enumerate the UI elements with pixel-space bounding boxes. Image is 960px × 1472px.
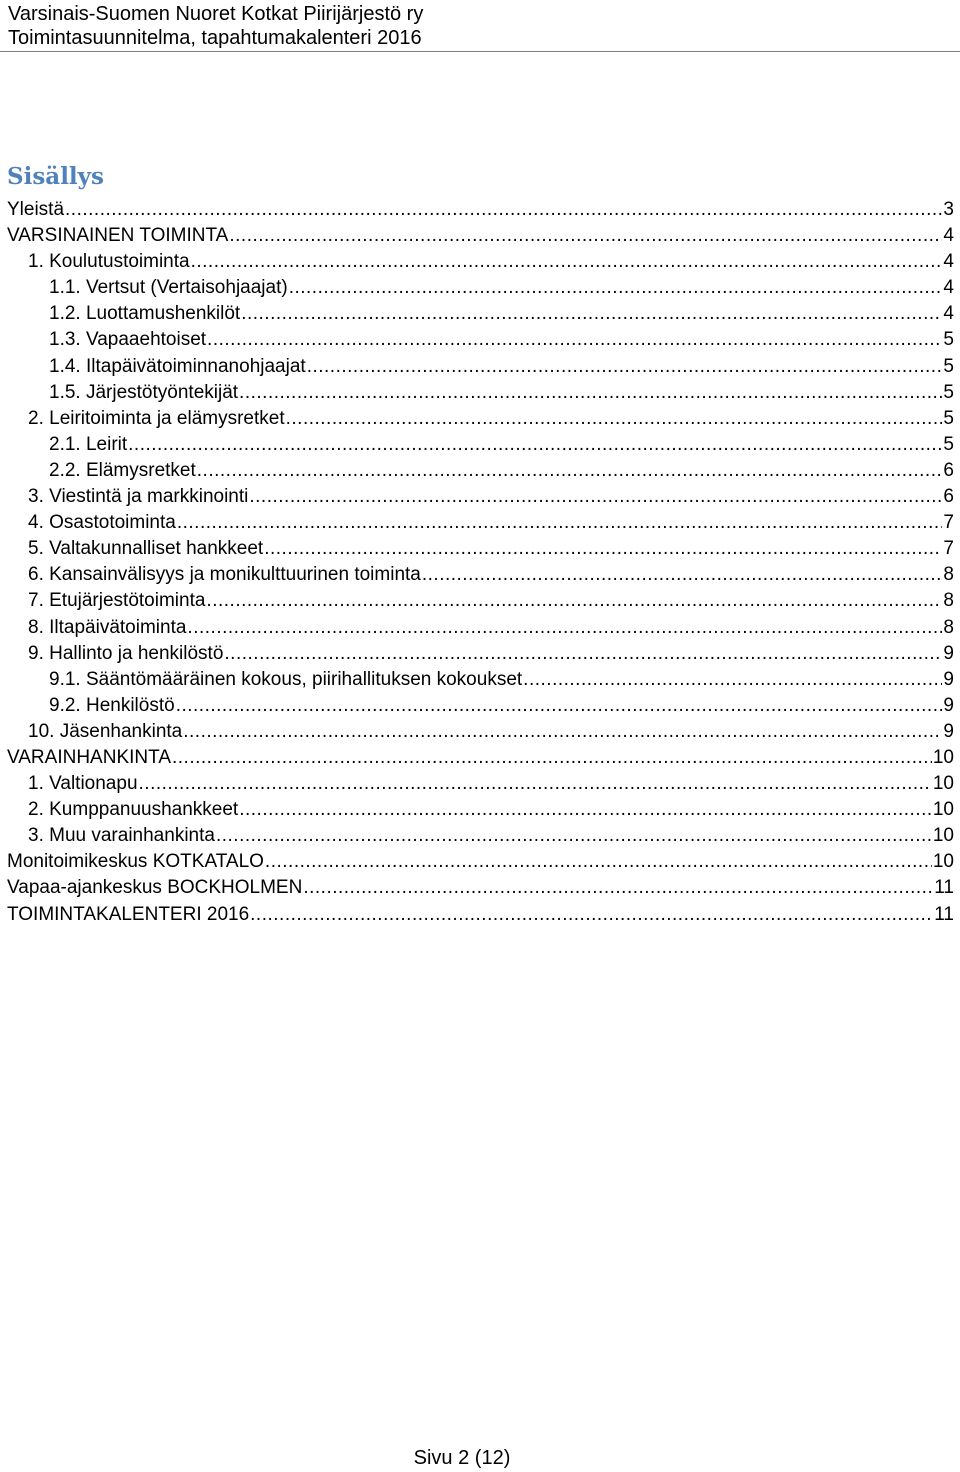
toc-entry-label: 1. Koulutustoiminta bbox=[28, 251, 190, 273]
toc-entry-page-number: 4 bbox=[943, 251, 954, 273]
toc-entry-label: 2. Kumppanuushankkeet bbox=[28, 799, 239, 821]
toc-dot-leader bbox=[264, 536, 942, 562]
toc-dot-leader bbox=[250, 902, 933, 928]
toc-dot-leader bbox=[289, 275, 943, 301]
toc-dot-leader bbox=[139, 771, 932, 797]
toc-entry[interactable] bbox=[7, 536, 954, 562]
toc-entry-label: 9.2. Henkilöstö bbox=[49, 694, 175, 716]
toc-dot-leader bbox=[523, 667, 942, 693]
toc-entry[interactable] bbox=[7, 849, 954, 875]
toc-entry-page-number: 8 bbox=[943, 590, 954, 612]
toc-entry[interactable] bbox=[7, 354, 954, 380]
toc-entry[interactable] bbox=[7, 562, 954, 588]
toc-entry-label: Vapaa-ajankeskus BOCKHOLMEN bbox=[7, 877, 303, 899]
toc-entry-label: 7. Etujärjestötoiminta bbox=[28, 590, 206, 612]
toc-entry[interactable] bbox=[7, 223, 954, 249]
toc-entry-label: 4. Osastotoiminta bbox=[28, 512, 176, 534]
toc-entry[interactable] bbox=[7, 484, 954, 510]
toc-entry[interactable] bbox=[7, 719, 954, 745]
toc-entry-label: 2.1. Leirit bbox=[49, 433, 128, 455]
toc-entry-page-number: 8 bbox=[943, 564, 954, 586]
toc-entry[interactable] bbox=[7, 693, 954, 719]
toc-entry[interactable] bbox=[7, 823, 954, 849]
toc-entry[interactable] bbox=[7, 771, 954, 797]
toc-entry-label: 9. Hallinto ja henkilöstö bbox=[28, 642, 224, 664]
toc-entry-page-number: 5 bbox=[943, 355, 954, 377]
toc-entry-page-number: 7 bbox=[943, 512, 954, 534]
toc-entry-page-number: 9 bbox=[943, 642, 954, 664]
page-header bbox=[8, 2, 958, 50]
toc-entry-page-number: 3 bbox=[943, 199, 954, 220]
toc-entry[interactable] bbox=[7, 249, 954, 275]
toc-entry-page-number: 9 bbox=[943, 720, 954, 742]
toc-entry-label: 1. Valtionapu bbox=[28, 773, 138, 795]
toc-entry-page-number: 10 bbox=[932, 773, 954, 795]
header-organization: Varsinais-Suomen Nuoret Kotkat Piirijärjestö ry bbox=[8, 3, 424, 25]
toc-entry-page-number: 10 bbox=[932, 851, 954, 873]
toc-entry-page-number: 10 bbox=[932, 746, 954, 768]
toc-entry[interactable] bbox=[7, 327, 954, 353]
toc-entry-label: 6. Kansainvälisyys ja monikulttuurinen toiminta bbox=[28, 564, 421, 586]
toc-entry-label: 2. Leiritoiminta ja elämysretket bbox=[28, 407, 285, 429]
toc-dot-leader bbox=[191, 249, 943, 275]
toc-dot-leader bbox=[187, 615, 942, 641]
toc-entry-page-number: 11 bbox=[934, 903, 954, 925]
toc-entry[interactable] bbox=[7, 406, 954, 432]
toc-entry-label: TOIMINTAKALENTERI 2016 bbox=[7, 903, 250, 925]
toc-dot-leader bbox=[241, 301, 942, 327]
toc-entry-page-number: 9 bbox=[943, 668, 954, 690]
toc-dot-leader bbox=[239, 797, 932, 823]
toc-dot-leader bbox=[177, 510, 943, 536]
toc-dot-leader bbox=[216, 823, 932, 849]
toc-entry-label: 8. Iltapäivätoiminta bbox=[28, 616, 187, 638]
toc-entry[interactable] bbox=[7, 902, 954, 928]
toc-dot-leader bbox=[307, 354, 943, 380]
toc-entry[interactable] bbox=[7, 745, 954, 771]
toc-entry-page-number: 5 bbox=[943, 433, 954, 455]
toc-dot-leader bbox=[128, 432, 942, 458]
toc-entry-page-number: 4 bbox=[943, 277, 954, 299]
toc-dot-leader bbox=[224, 641, 942, 667]
toc-entry[interactable] bbox=[7, 380, 954, 406]
toc-entry-label: 3. Viestintä ja markkinointi bbox=[28, 486, 249, 508]
toc-dot-leader bbox=[207, 327, 942, 353]
toc-dot-leader bbox=[197, 458, 943, 484]
toc-dot-leader bbox=[249, 484, 942, 510]
toc-entry-label: 9.1. Sääntömääräinen kokous, piirihallituksen kokoukset bbox=[49, 668, 523, 690]
toc-entry-label: 5. Valtakunnalliset hankkeet bbox=[28, 538, 264, 560]
toc-entry-label: VARSINAINEN TOIMINTA bbox=[7, 225, 229, 247]
toc-entry-page-number: 4 bbox=[943, 303, 954, 325]
toc-entry[interactable] bbox=[7, 875, 954, 901]
toc-entry[interactable] bbox=[7, 301, 954, 327]
toc-entry-label: VARAINHANKINTA bbox=[7, 746, 171, 768]
toc-dot-leader bbox=[303, 875, 933, 901]
toc-entry[interactable] bbox=[7, 275, 954, 301]
table-of-contents bbox=[7, 197, 954, 928]
toc-entry-page-number: 10 bbox=[932, 799, 954, 821]
toc-entry-label: 1.2. Luottamushenkilöt bbox=[49, 303, 241, 325]
toc-entry-label: Monitoimikeskus KOTKATALO bbox=[7, 851, 264, 873]
toc-dot-leader bbox=[286, 406, 943, 432]
toc-entry-page-number: 11 bbox=[934, 877, 954, 899]
toc-dot-leader bbox=[229, 223, 942, 249]
toc-entry-label: 1.1. Vertsut (Vertaisohjaajat) bbox=[49, 277, 288, 299]
toc-entry-page-number: 7 bbox=[943, 538, 954, 560]
toc-entry-page-number: 4 bbox=[943, 225, 954, 247]
toc-dot-leader bbox=[183, 719, 942, 745]
toc-entry[interactable] bbox=[7, 197, 954, 223]
toc-dot-leader bbox=[65, 197, 942, 223]
toc-entry[interactable] bbox=[7, 615, 954, 641]
toc-dot-leader bbox=[206, 588, 942, 614]
toc-entry-label: 3. Muu varainhankinta bbox=[28, 825, 215, 847]
toc-entry[interactable] bbox=[7, 667, 954, 693]
toc-entry-page-number: 5 bbox=[943, 329, 954, 351]
toc-entry-label: 10. Jäsenhankinta bbox=[28, 720, 183, 742]
toc-entry-label: Yleistä bbox=[7, 199, 65, 220]
toc-dot-leader bbox=[265, 849, 932, 875]
toc-entry-page-number: 9 bbox=[943, 694, 954, 716]
toc-dot-leader bbox=[422, 562, 943, 588]
toc-entry[interactable] bbox=[7, 641, 954, 667]
toc-entry[interactable] bbox=[7, 588, 954, 614]
toc-entry[interactable] bbox=[7, 432, 954, 458]
header-document-title: Toimintasuunnitelma, tapahtumakalenteri 2016 bbox=[8, 27, 422, 49]
toc-dot-leader bbox=[176, 693, 943, 719]
toc-entry[interactable] bbox=[7, 797, 954, 823]
toc-entry-page-number: 10 bbox=[932, 825, 954, 847]
toc-dot-leader bbox=[239, 380, 942, 406]
toc-entry-page-number: 5 bbox=[943, 407, 954, 429]
toc-entry-label: 1.4. Iltapäivätoiminnanohjaajat bbox=[49, 355, 306, 377]
toc-entry-page-number: 6 bbox=[943, 486, 954, 508]
toc-dot-leader bbox=[172, 745, 932, 771]
toc-entry[interactable] bbox=[7, 510, 954, 536]
toc-entry-label: 1.5. Järjestötyöntekijät bbox=[49, 381, 239, 403]
page-number-footer: Sivu 2 (12) bbox=[413, 1447, 511, 1469]
toc-entry-page-number: 6 bbox=[943, 459, 954, 481]
toc-entry-page-number: 8 bbox=[943, 616, 954, 638]
toc-entry-label: 1.3. Vapaaehtoiset bbox=[49, 329, 207, 351]
toc-entry-page-number: 5 bbox=[943, 381, 954, 403]
header-divider bbox=[0, 51, 960, 52]
toc-entry-label: 2.2. Elämysretket bbox=[49, 459, 196, 481]
toc-entry[interactable] bbox=[7, 458, 954, 484]
toc-heading: Sisällys bbox=[7, 163, 104, 190]
